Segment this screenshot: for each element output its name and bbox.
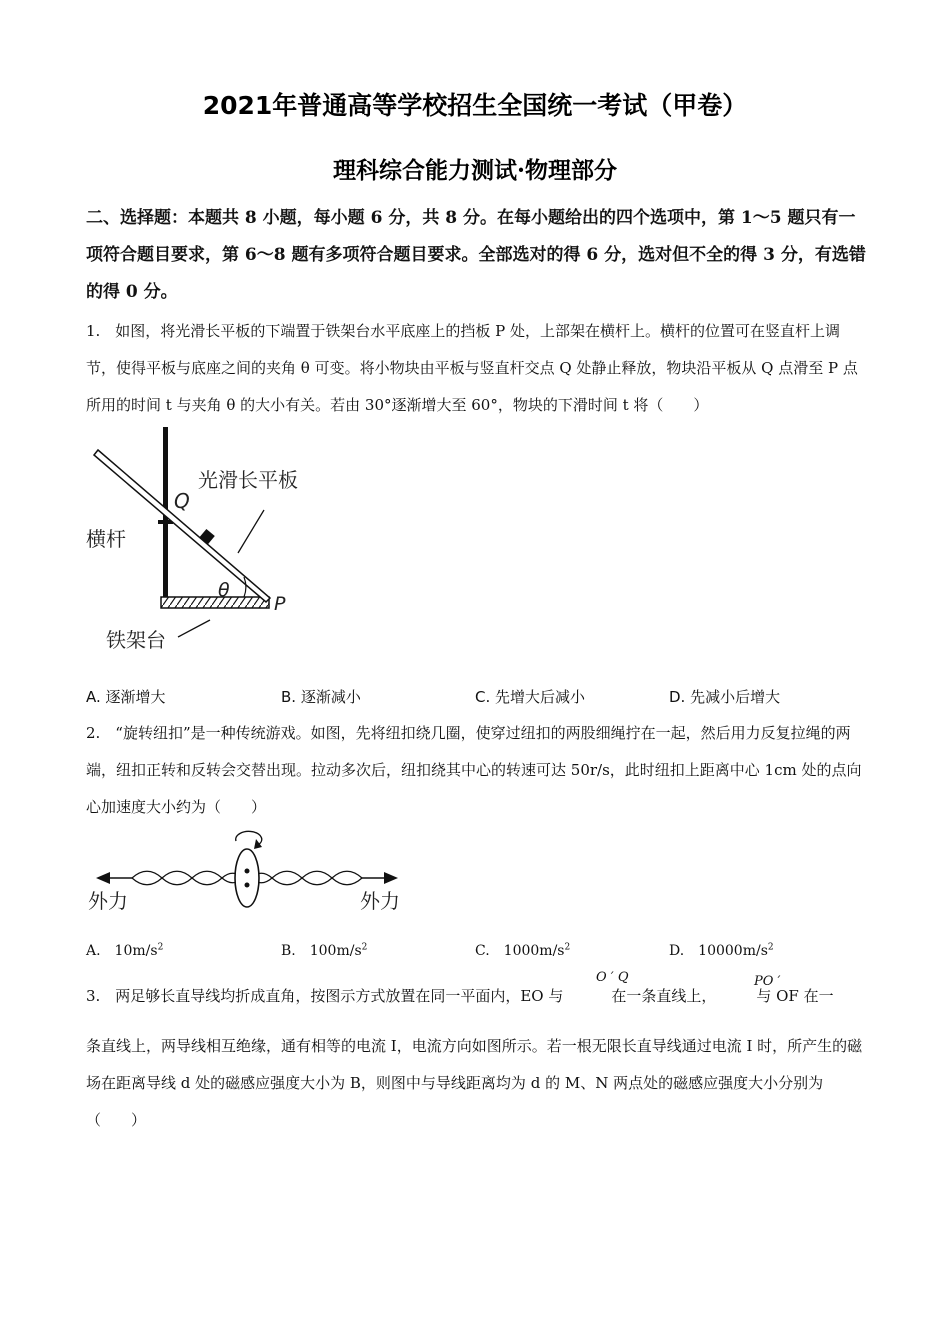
rotation-arrow-head: [254, 839, 262, 849]
button-disc: [235, 849, 259, 907]
force-label-left: 外力: [88, 889, 128, 913]
question-2-stem: 2. “旋转纽扣”是一种传统游戏。如图，先将纽扣绕几圈，使穿过纽扣的两股细绳拧在一起，然后用力反复拉绳的两端，纽扣正转和反转会交替出现。拉动多次后，纽扣绕其中心的转速可达 50r/s，此时纽扣上距离中心 1cm 处的点向心加速度大小约为（ ）: [86, 724, 862, 816]
force-label-right: 外力: [360, 889, 400, 913]
question-3-stem-rest: 条直线上，两导线相互绝缘，通有相等的电流 I，电流方向如图所示。若一根无限长直导线通过电流 I 时，所产生的磁场在距离导线 d 处的磁感应强度大小为 B，则图中与导线距离均为 d 的 M、N 两点处的磁感应强度大小分别为（ ）: [86, 1037, 863, 1129]
spinning-button-figure: [86, 825, 416, 920]
question-1-stem: 1. 如图，将光滑长平板的下端置于铁架台水平底座上的挡板 P 处，上部架在横杆上。横杆的位置可在竖直杆上调节，使得平板与底座之间的夹角 θ 可变。将小物块由平板与竖直杆交点 Q 处静止释放，物块沿平板从 Q 点滑至 P 点所用的时间 t 与夹角 θ 的大小有关。若由 30°逐渐增大至 60°，物块的下滑时间 t 将（ ）: [86, 322, 858, 414]
option-d[interactable]: D. $10000m/s^2$: [669, 942, 774, 959]
stand-label: 铁架台: [106, 628, 166, 652]
section-instructions: 二、选择题：本题共 8 小题，每小题 6 分，共 8 分。在每小题给出的四个选项中，第 1～5 题只有一项符合题目要求，第 6～8 题有多项符合题目要求。全部选对的得 6 分，选对但不全的得 3 分，有选错的得 0 分。: [86, 208, 866, 302]
exam-subtitle: 理科综合能力测试·物理部分: [332, 157, 617, 184]
stand-base: [161, 597, 269, 608]
option-d[interactable]: D. 先减小后增大: [669, 688, 781, 706]
button-hole-bottom: [245, 883, 250, 888]
point-p-label: P: [274, 593, 286, 615]
option-c[interactable]: C. 先增大后减小: [475, 688, 586, 706]
board-leader-line: [238, 510, 264, 553]
inline-formula-p-o-prime: PO ′: [754, 974, 781, 989]
inline-formula-o-prime-q: O ′ Q: [596, 970, 629, 985]
option-b[interactable]: B. 逐渐减小: [281, 688, 361, 706]
option-a[interactable]: A. $10m/s^2$: [86, 942, 164, 959]
question-3-text-a: 3. 两足够长直导线均折成直角，按图示方式放置在同一平面内，EO 与: [86, 987, 564, 1005]
question-3-text-c: 与 OF 在一: [756, 987, 834, 1005]
question-3-first-line: [86, 978, 866, 1015]
angle-theta-label: θ: [218, 579, 230, 601]
right-arrow-head: [384, 872, 398, 884]
exam-title: 2021年普通高等学校招生全国统一考试（甲卷）: [202, 91, 748, 120]
button-hole-top: [245, 869, 250, 874]
bar-label: 横杆: [86, 527, 126, 551]
option-c[interactable]: C. $1000m/s^2$: [475, 942, 571, 959]
option-b[interactable]: B. $100m/s^2$: [281, 942, 368, 959]
question-1-options: [86, 686, 866, 716]
stand-leader-line: [178, 620, 210, 637]
option-a[interactable]: A. 逐渐增大: [86, 688, 166, 706]
incline-apparatus-figure: [86, 425, 326, 660]
point-q-label: Q: [174, 489, 190, 513]
question-3-text-b: 在一条直线上，: [611, 987, 717, 1005]
question-2-options: [86, 940, 866, 970]
left-arrow-head: [96, 872, 110, 884]
board-label: 光滑长平板: [198, 468, 298, 492]
